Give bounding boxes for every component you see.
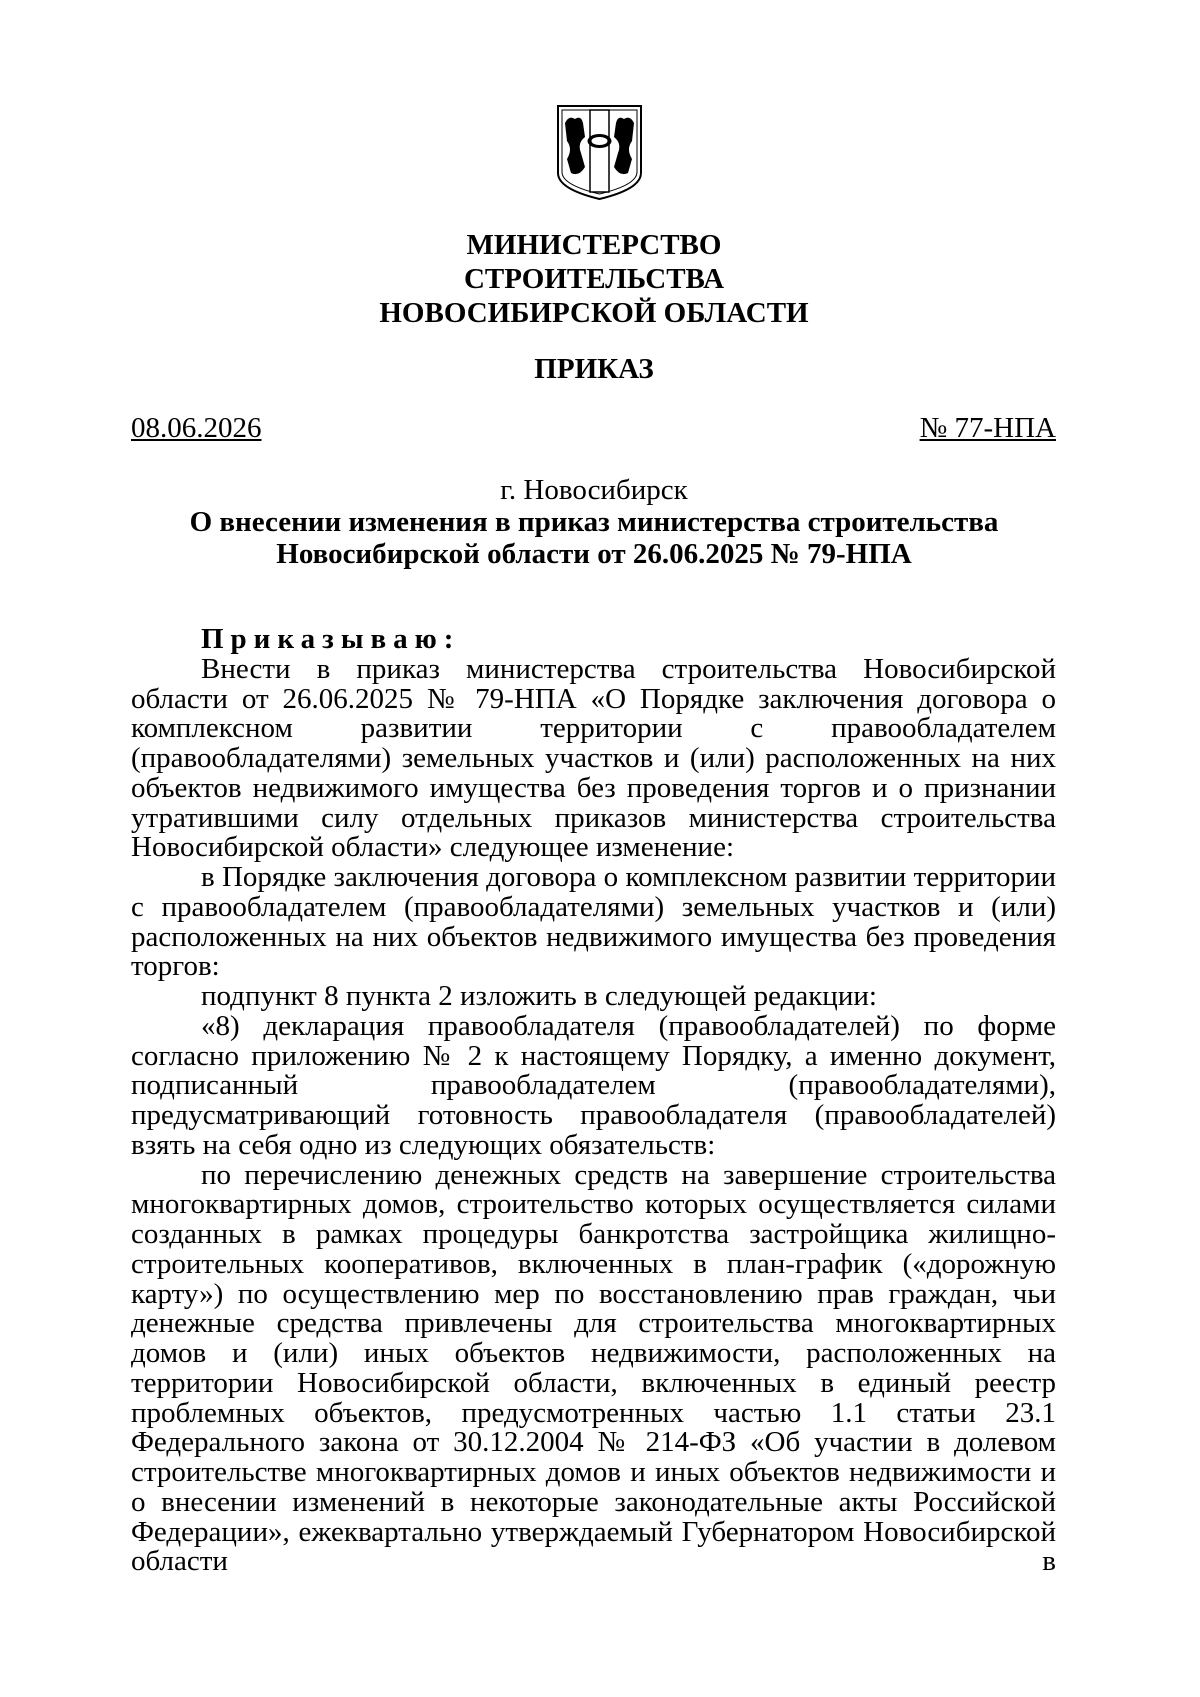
body-paragraph: «8) декларация правообладателя (правообладателей) по форме согласно приложению № 2 к настоящему Порядку, а именно документ, подписанный правообладателем (правообладателями), предусматривающий готовность правообладателя (правообладателей) взять на себя одно из следующих обязательств:: [131, 1009, 1056, 1161]
ministry-name-line-1: МИНИСТЕРСТВО: [466, 229, 722, 261]
body-paragraph: Внести в приказ министерства строительства Новосибирской области от 26.06.2025 № 79-НПА «О Порядке заключения договора о комплексном развитии территории с правообладателем (правообладателями) земельных участков и (или) расположенных на них объектов недвижимого имущества без проведения торгов и о признании утратившими силу отдельных приказов министерства строительства Новосибирской области» следующее изменение:: [131, 652, 1056, 864]
document-date: 08.06.2026: [131, 412, 262, 444]
document-number: № 77-НПА: [919, 412, 1056, 444]
document-title-line-2: Новосибирской области от 26.06.2025 № 79-НПА: [276, 538, 912, 570]
document-title-line-1: О внесении изменения в приказ министерства строительства: [189, 506, 999, 538]
coat-of-arms-icon: [555, 103, 644, 201]
order-heading: Приказываю:: [201, 623, 461, 655]
body-paragraph: подпункт 8 пункта 2 изложить в следующей редакции:: [201, 980, 877, 1012]
ministry-name-line-3: НОВОСИБИРСКОЙ ОБЛАСТИ: [379, 297, 809, 329]
body-paragraph: в Порядке заключения договора о комплексном развитии территории с правообладателем (правообладателями) земельных участков и (или) расположенных на них объектов недвижимого имущества без проведения торгов:: [131, 861, 1056, 983]
ministry-name-line-2: СТРОИТЕЛЬСТВА: [463, 263, 725, 295]
body-paragraph: по перечислению денежных средств на завершение строительства многоквартирных домов, строительство которых осуществляется силами созданных в рамках процедуры банкротства застройщика жилищно-строительных кооперативов, включенных в план-график («дорожную карту») по осуществлению мер по восстановлению прав граждан, чьи денежные средства привлечены для строительства многоквартирных домов и (или) иных объектов недвижимости, расположенных на территории Новосибирской области, включенных в единый реестр проблемных объектов, предусмотренных частью 1.1 статьи 23.1 Федерального закона от 30.12.2004 № 214-ФЗ «Об участии в долевом строительстве многоквартирных домов и иных объектов недвижимости и о внесении изменений в некоторые законодательные акты Российской Федерации», ежеквартально утверждаемый Губернатором Новосибирской области в: [131, 1158, 1056, 1578]
document-body: [131, 625, 1056, 1577]
document-city: г. Новосибирск: [500, 474, 688, 506]
document-title: [0, 506, 1188, 570]
document-type: ПРИКАЗ: [534, 353, 654, 385]
